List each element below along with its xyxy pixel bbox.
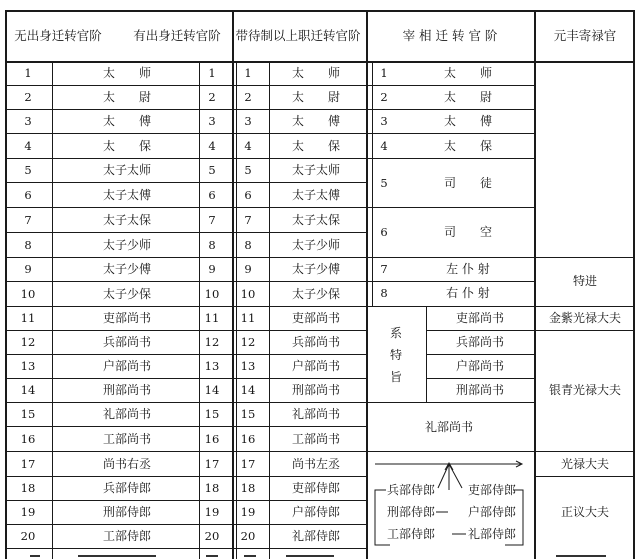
col3-title: 司 徒: [443, 176, 493, 190]
col3-no: 4: [380, 139, 388, 153]
row-number: 14: [20, 383, 36, 397]
col3-no: 8: [380, 286, 388, 300]
row-number: 12: [240, 335, 256, 349]
rank-title: 礼部尚书: [102, 407, 152, 421]
row-number: 14: [240, 383, 256, 397]
col3-libu: 礼部尚书: [424, 420, 474, 434]
rank-title: 吏部尚书: [102, 311, 152, 325]
row-number: 5: [24, 163, 32, 177]
row-number: 8: [208, 237, 216, 252]
rank-title: 太 傅: [291, 114, 341, 128]
rank-yinqing: 银青光禄大夫: [548, 383, 622, 397]
row-number: 12: [20, 335, 36, 349]
rank-tejin: 特进: [572, 274, 598, 288]
col3-shilang-right: 吏部侍郎: [467, 483, 517, 497]
rank-title: 尚书左丞: [291, 456, 341, 471]
row-number: 15: [240, 407, 256, 421]
row-number: 6: [208, 187, 216, 202]
header-yuanfeng: 元丰寄禄官: [553, 28, 617, 43]
col3-shilang-right: 户部侍郎: [467, 505, 517, 519]
col3-no: 2: [380, 90, 388, 104]
row-number: 16: [204, 431, 220, 446]
rank-title: 礼部侍郎: [291, 529, 341, 543]
row-number: 10: [240, 286, 256, 301]
rank-title: 户部尚书: [291, 359, 341, 373]
rank-title: 太 保: [291, 138, 341, 153]
rank-title: 太 师: [291, 66, 341, 80]
rank-title: 礼部尚书: [291, 407, 341, 421]
rank-title: 刑部尚书: [102, 383, 152, 397]
row-number: 5: [208, 163, 216, 177]
row-number: 18: [204, 481, 220, 495]
rank-title: 工部尚书: [102, 431, 152, 446]
rank-title: 刑部侍郎: [102, 505, 152, 519]
col3-shilang-right: 礼部侍郎: [467, 527, 517, 541]
row-number: 14: [204, 383, 220, 397]
row-number: 12: [204, 335, 220, 349]
row-number: 7: [24, 212, 32, 227]
row-number: 18: [240, 481, 256, 495]
header-daizhi: 带待制以上职迁转官阶: [235, 28, 361, 43]
col3-title: 太 保: [443, 139, 493, 153]
row-number: 3: [244, 114, 252, 128]
rank-title: 太子太师: [102, 163, 152, 177]
row-number: 9: [208, 262, 216, 276]
row-number: 11: [240, 311, 256, 325]
cutoff-text: [206, 555, 218, 557]
col3-no: 7: [380, 262, 388, 276]
rank-title: 太子少傅: [291, 262, 341, 276]
col3-shilang-left: 工部侍郎: [386, 527, 436, 541]
row-number: 16: [240, 431, 256, 446]
row-number: 5: [244, 163, 252, 177]
cutoff-text: [30, 555, 40, 557]
rank-title: 太子少师: [102, 237, 152, 252]
col3-no: 6: [380, 225, 388, 239]
rank-title: 太子太傅: [102, 187, 152, 202]
col3-title: 左 仆 射: [446, 262, 490, 276]
col3-no: 5: [380, 176, 388, 190]
rank-title: 太 师: [102, 66, 152, 80]
row-number: 15: [204, 407, 220, 421]
row-number: 3: [24, 114, 32, 128]
rank-guanglu: 光禄大夫: [560, 457, 610, 471]
row-number: 20: [20, 529, 36, 543]
row-number: 3: [208, 114, 216, 128]
rank-title: 太 傅: [102, 114, 152, 128]
col3-title: 太 尉: [443, 90, 493, 104]
rank-title: 刑部尚书: [291, 383, 341, 397]
row-number: 7: [244, 212, 252, 227]
row-number: 8: [24, 237, 32, 252]
rank-title: 太子太傅: [291, 187, 341, 202]
rank-title: 太 尉: [102, 90, 152, 104]
col3-shilang-left: 刑部侍郎: [386, 505, 436, 519]
rank-title: 吏部侍郎: [291, 481, 341, 495]
row-number: 13: [240, 359, 256, 373]
col3-no: 1: [380, 66, 388, 80]
row-number: 18: [20, 481, 36, 495]
col3-title: 司 空: [443, 225, 493, 239]
rank-title: 太 保: [102, 138, 152, 153]
cutoff-text: [286, 555, 334, 557]
row-number: 1: [24, 66, 32, 80]
row-number: 4: [24, 138, 32, 153]
rank-title: 太子少师: [291, 237, 341, 252]
row-number: 15: [20, 407, 36, 421]
col3-title: 太 傅: [443, 114, 493, 128]
right-bracket: [505, 490, 523, 545]
col3-shangshu: 兵部尚书: [455, 335, 505, 349]
rank-title: 兵部尚书: [291, 335, 341, 349]
col3-shangshu: 刑部尚书: [455, 383, 505, 397]
col3-title: 太 师: [443, 66, 493, 80]
header-with-credential: 有出身迁转官阶: [133, 28, 221, 43]
rank-jinzi: 金紫光禄大夫: [548, 311, 622, 325]
row-number: 4: [208, 138, 216, 153]
rank-title: 太 尉: [291, 90, 341, 104]
row-number: 2: [208, 90, 216, 104]
row-number: 2: [24, 90, 32, 104]
special-decree: 系特旨: [389, 326, 402, 384]
row-number: 11: [204, 311, 220, 325]
row-number: 9: [244, 262, 252, 276]
row-number: 16: [20, 431, 36, 446]
row-number: 10: [204, 286, 220, 301]
row-number: 10: [20, 286, 36, 301]
row-number: 19: [240, 505, 256, 519]
header-chancellor: 宰 相 迁 转 官 阶: [402, 28, 498, 43]
row-number: 11: [20, 311, 36, 325]
rank-title: 吏部尚书: [291, 311, 341, 325]
row-number: 7: [208, 212, 216, 227]
merge-branch-left: [438, 464, 449, 488]
row-number: 20: [204, 529, 220, 543]
rank-title: 太子少傅: [102, 262, 152, 276]
rank-title: 太子少保: [102, 286, 152, 301]
col3-shilang-left: 兵部侍郎: [386, 483, 436, 497]
rank-title: 太子太师: [291, 163, 341, 177]
row-number: 17: [240, 456, 256, 471]
row-number: 1: [244, 66, 252, 80]
row-number: 6: [24, 187, 32, 202]
cutoff-text: [78, 555, 156, 557]
row-number: 13: [20, 359, 36, 373]
rank-zhengyi: 正议大夫: [560, 505, 610, 519]
row-number: 13: [204, 359, 220, 373]
rank-title: 尚书右丞: [102, 456, 152, 471]
cutoff-text: [244, 555, 256, 557]
row-number: 6: [244, 187, 252, 202]
left-bracket: [375, 490, 390, 545]
rank-title: 工部尚书: [291, 431, 341, 446]
rank-title: 太子太保: [291, 212, 341, 227]
merge-branch-right: [449, 464, 462, 488]
rank-title: 兵部尚书: [102, 335, 152, 349]
cutoff-text: [556, 555, 606, 557]
row-number: 1: [208, 66, 216, 80]
row-number: 20: [240, 529, 256, 543]
rank-title: 工部侍郎: [102, 529, 152, 543]
row-number: 17: [20, 456, 36, 471]
col3-no: 3: [380, 114, 388, 128]
header-no-credential: 无出身迁转官阶: [14, 28, 102, 43]
rank-title: 户部侍郎: [291, 505, 341, 519]
rank-title: 太子太保: [102, 212, 152, 227]
row-number: 8: [244, 237, 252, 252]
col3-shangshu: 户部尚书: [455, 359, 505, 373]
rank-title: 兵部侍郎: [102, 481, 152, 495]
rank-title: 户部尚书: [102, 359, 152, 373]
row-number: 17: [204, 456, 220, 471]
row-number: 19: [204, 505, 220, 519]
row-number: 19: [20, 505, 36, 519]
rank-title: 太子少保: [291, 286, 341, 301]
row-number: 2: [244, 90, 252, 104]
col3-title: 右 仆 射: [446, 286, 490, 300]
col3-shangshu: 吏部尚书: [455, 311, 505, 325]
row-number: 9: [24, 262, 32, 276]
row-number: 4: [244, 138, 252, 153]
